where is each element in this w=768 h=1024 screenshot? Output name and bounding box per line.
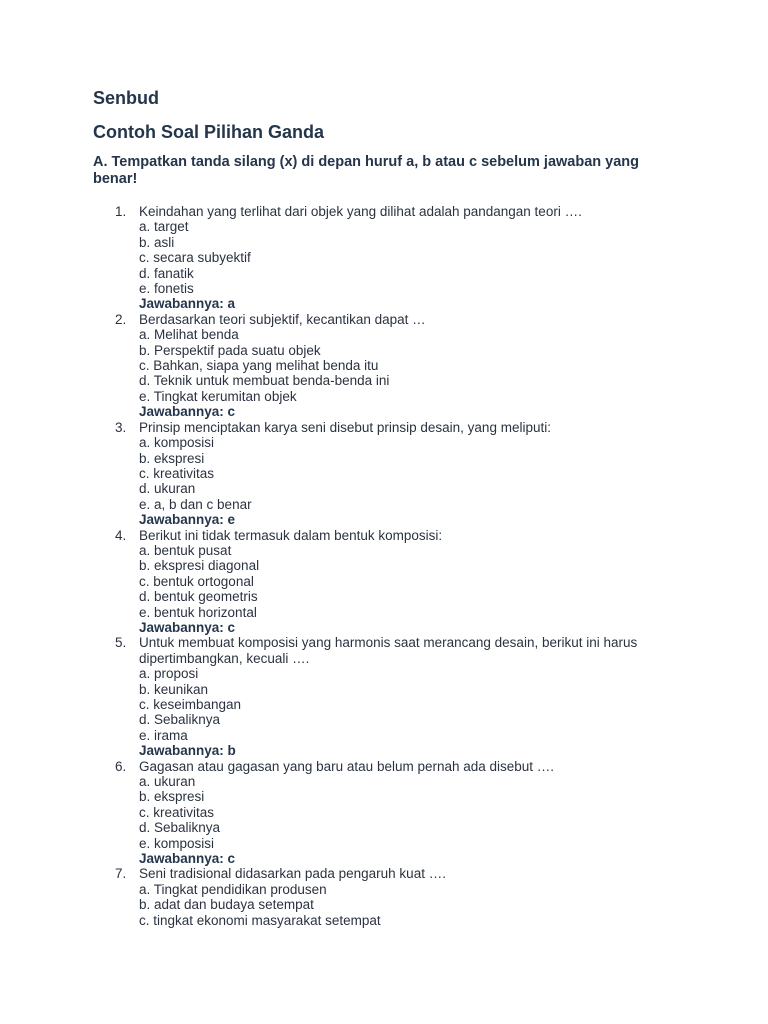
answer-option: b. ekspresi — [139, 450, 205, 466]
answer-option: b. adat dan budaya setempat — [139, 897, 314, 913]
question-text: Gagasan atau gagasan yang baru atau belum pernah ada disebut …. — [139, 758, 555, 774]
answer-option: b. ekspresi — [139, 789, 205, 805]
question-text: Untuk membuat komposisi yang harmonis saat merancang desain, berikut ini harus dipertimbangkan, kecuali …. — [139, 635, 638, 666]
question-item — [93, 204, 673, 312]
option-list — [139, 435, 673, 512]
answer-key: Jawabannya: c — [139, 404, 236, 420]
answer-option: c. bentuk ortogonal — [139, 573, 254, 589]
question-item — [93, 420, 673, 528]
answer-option: c. kreativitas — [139, 465, 215, 481]
answer-key: Jawabannya: c — [139, 851, 236, 867]
answer-option: c. tingkat ekonomi masyarakat setempat — [139, 912, 381, 928]
answer-option: e. irama — [139, 727, 188, 743]
answer-key: Jawabannya: c — [139, 619, 236, 635]
question-number: 7. — [115, 866, 127, 882]
option-list — [139, 666, 673, 743]
question-item — [93, 312, 673, 420]
question-item — [93, 635, 673, 758]
answer-option: a. komposisi — [139, 435, 215, 451]
question-item — [93, 866, 673, 928]
question-number: 3. — [115, 419, 127, 435]
answer-option: b. asli — [139, 234, 175, 250]
answer-option: e. fonetis — [139, 281, 194, 297]
option-list — [139, 882, 673, 928]
answer-option: e. Tingkat kerumitan objek — [139, 388, 297, 404]
answer-option: c. keseimbangan — [139, 697, 242, 712]
answer-option: a. Melihat benda — [139, 327, 239, 343]
question-item — [93, 759, 673, 867]
question-text: Berdasarkan teori subjektif, kecantikan dapat … — [139, 311, 426, 327]
question-number: 2. — [115, 311, 127, 327]
answer-option: d. Teknik untuk membuat benda-benda ini — [139, 373, 390, 389]
answer-option: a. proposi — [139, 666, 199, 682]
option-list — [139, 219, 673, 296]
answer-option: c. secara subyektif — [139, 250, 251, 266]
answer-option: b. keunikan — [139, 681, 209, 697]
answer-option: d. fanatik — [139, 265, 194, 281]
question-list — [93, 204, 673, 928]
answer-key: Jawabannya: a — [139, 296, 236, 312]
option-list — [139, 543, 673, 620]
answer-option: d. Sebaliknya — [139, 712, 221, 728]
question-number: 5. — [115, 635, 127, 651]
answer-key: Jawabannya: b — [139, 743, 236, 759]
question-number: 4. — [115, 527, 127, 543]
question-item — [93, 528, 673, 636]
option-list — [139, 774, 673, 851]
answer-option: e. a, b dan c benar — [139, 496, 252, 512]
answer-option: d. bentuk geometris — [139, 589, 258, 605]
answer-option: c. kreativitas — [139, 804, 215, 820]
answer-option: a. Tingkat pendidikan produsen — [139, 881, 327, 897]
answer-key: Jawabannya: e — [139, 512, 236, 528]
question-text: Prinsip menciptakan karya seni disebut prinsip desain, yang meliputi: — [139, 419, 551, 435]
document-title: Senbud — [93, 88, 159, 108]
question-number: 6. — [115, 758, 127, 774]
document-subtitle: Contoh Soal Pilihan Ganda — [93, 122, 325, 142]
answer-option: d. Sebaliknya — [139, 820, 221, 836]
question-text: Berikut ini tidak termasuk dalam bentuk komposisi: — [139, 527, 443, 543]
question-text: Seni tradisional didasarkan pada pengaruh kuat …. — [139, 866, 446, 882]
option-list — [139, 327, 673, 404]
answer-option: a. ukuran — [139, 774, 196, 790]
answer-option: d. ukuran — [139, 481, 196, 497]
instruction-text: A. Tempatkan tanda silang (x) di depan huruf a, b atau c sebelum jawaban yang benar! — [93, 154, 640, 187]
answer-option: a. target — [139, 219, 189, 235]
answer-option: e. komposisi — [139, 835, 215, 851]
answer-option: e. bentuk horizontal — [139, 604, 257, 620]
answer-option: b. ekspresi diagonal — [139, 558, 260, 574]
question-text: Keindahan yang terlihat dari objek yang dilihat adalah pandangan teori …. — [139, 204, 582, 219]
question-number: 1. — [115, 204, 127, 219]
answer-option: c. Bahkan, siapa yang melihat benda itu — [139, 358, 379, 374]
document-page — [93, 86, 673, 928]
answer-option: a. bentuk pusat — [139, 542, 232, 558]
answer-option: b. Perspektif pada suatu objek — [139, 342, 321, 358]
